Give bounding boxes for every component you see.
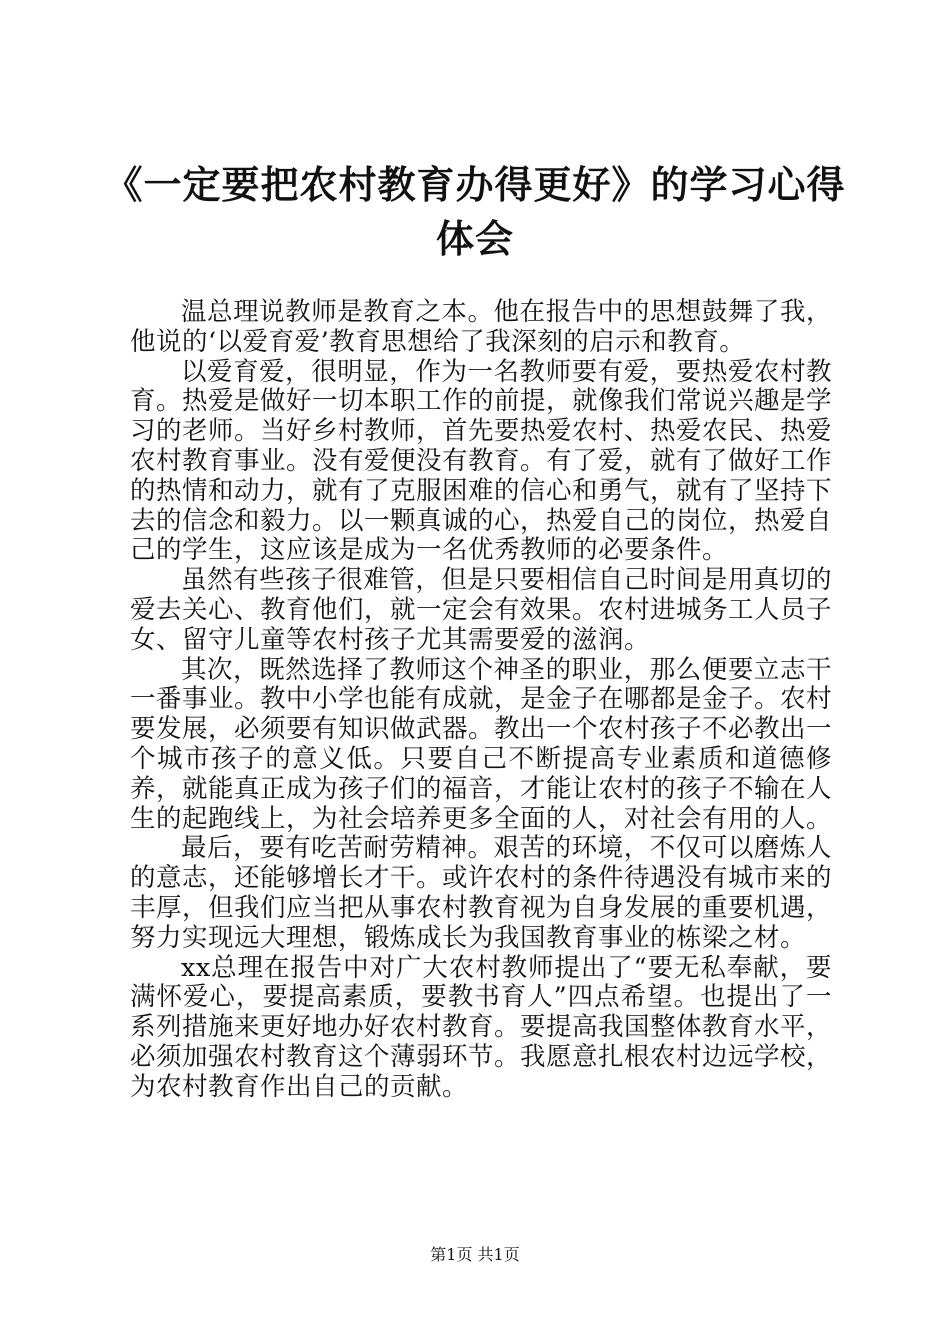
paragraph-1: 温总理说教师是教育之本。他在报告中的思想鼓舞了我，他说的‘以爱育爱’教育思想给了我深刻的启示和教育。 (130, 297, 832, 357)
document-body (130, 298, 832, 1103)
paragraph-3: 虽然有些孩子很难管，但是只要相信自己时间是用真切的爱去关心、教育他们，就一定会有效果。农村进城务工人员子女、留守儿童等农村孩子尤其需要爱的滋润。 (130, 565, 833, 655)
document-title: 《一定要把农村教育办得更好》的学习心得体会 (104, 162, 846, 261)
paragraph-6: xx总理在报告中对广大农村教师提出了“要无私奉献，要满怀爱心，要提高素质，要教书育人”四点希望。也提出了一系列措施来更好地办好农村教育。要提高我国整体教育水平，必须加强农村教育这个薄弱环节。我愿意扎根农村边远学校，为农村教育作出自己的贡献。 (130, 952, 833, 1102)
page-footer: 第1页 共1页 (430, 1245, 520, 1264)
paragraph-4: 其次，既然选择了教师这个神圣的职业，那么便要立志干一番事业。教中小学也能有成就，是金子在哪都是金子。农村要发展，必须要有知识做武器。教出一个农村孩子不必教出一个城市孩子的意义低。只要自己不断提高专业素质和道德修养，就能真正成为孩子们的福音，才能让农村的孩子不输在人生的起跑线上，为社会培养更多全面的人，对社会有用的人。 (130, 654, 833, 834)
paragraph-5: 最后，要有吃苦耐劳精神。艰苦的环境，不仅可以磨炼人的意志，还能够增长才干。或许农村的条件待遇没有城市来的丰厚，但我们应当把从事农村教育视为自身发展的重要机遇，努力实现远大理想，锻炼成长为我国教育事业的栋梁之材。 (130, 833, 833, 953)
paragraph-2: 以爱育爱，很明显，作为一名教师要有爱，要热爱农村教育。热爱是做好一切本职工作的前提，就像我们常说兴趣是学习的老师。当好乡村教师，首先要热爱农村、热爱农民、热爱农村教育事业。没有爱便没有教育。有了爱，就有了做好工作的热情和动力，就有了克服困难的信心和勇气，就有了坚持下去的信念和毅力。以一颗真诚的心，热爱自己的岗位，热爱自己的学生，这应该是成为一名优秀教师的必要条件。 (130, 356, 833, 566)
